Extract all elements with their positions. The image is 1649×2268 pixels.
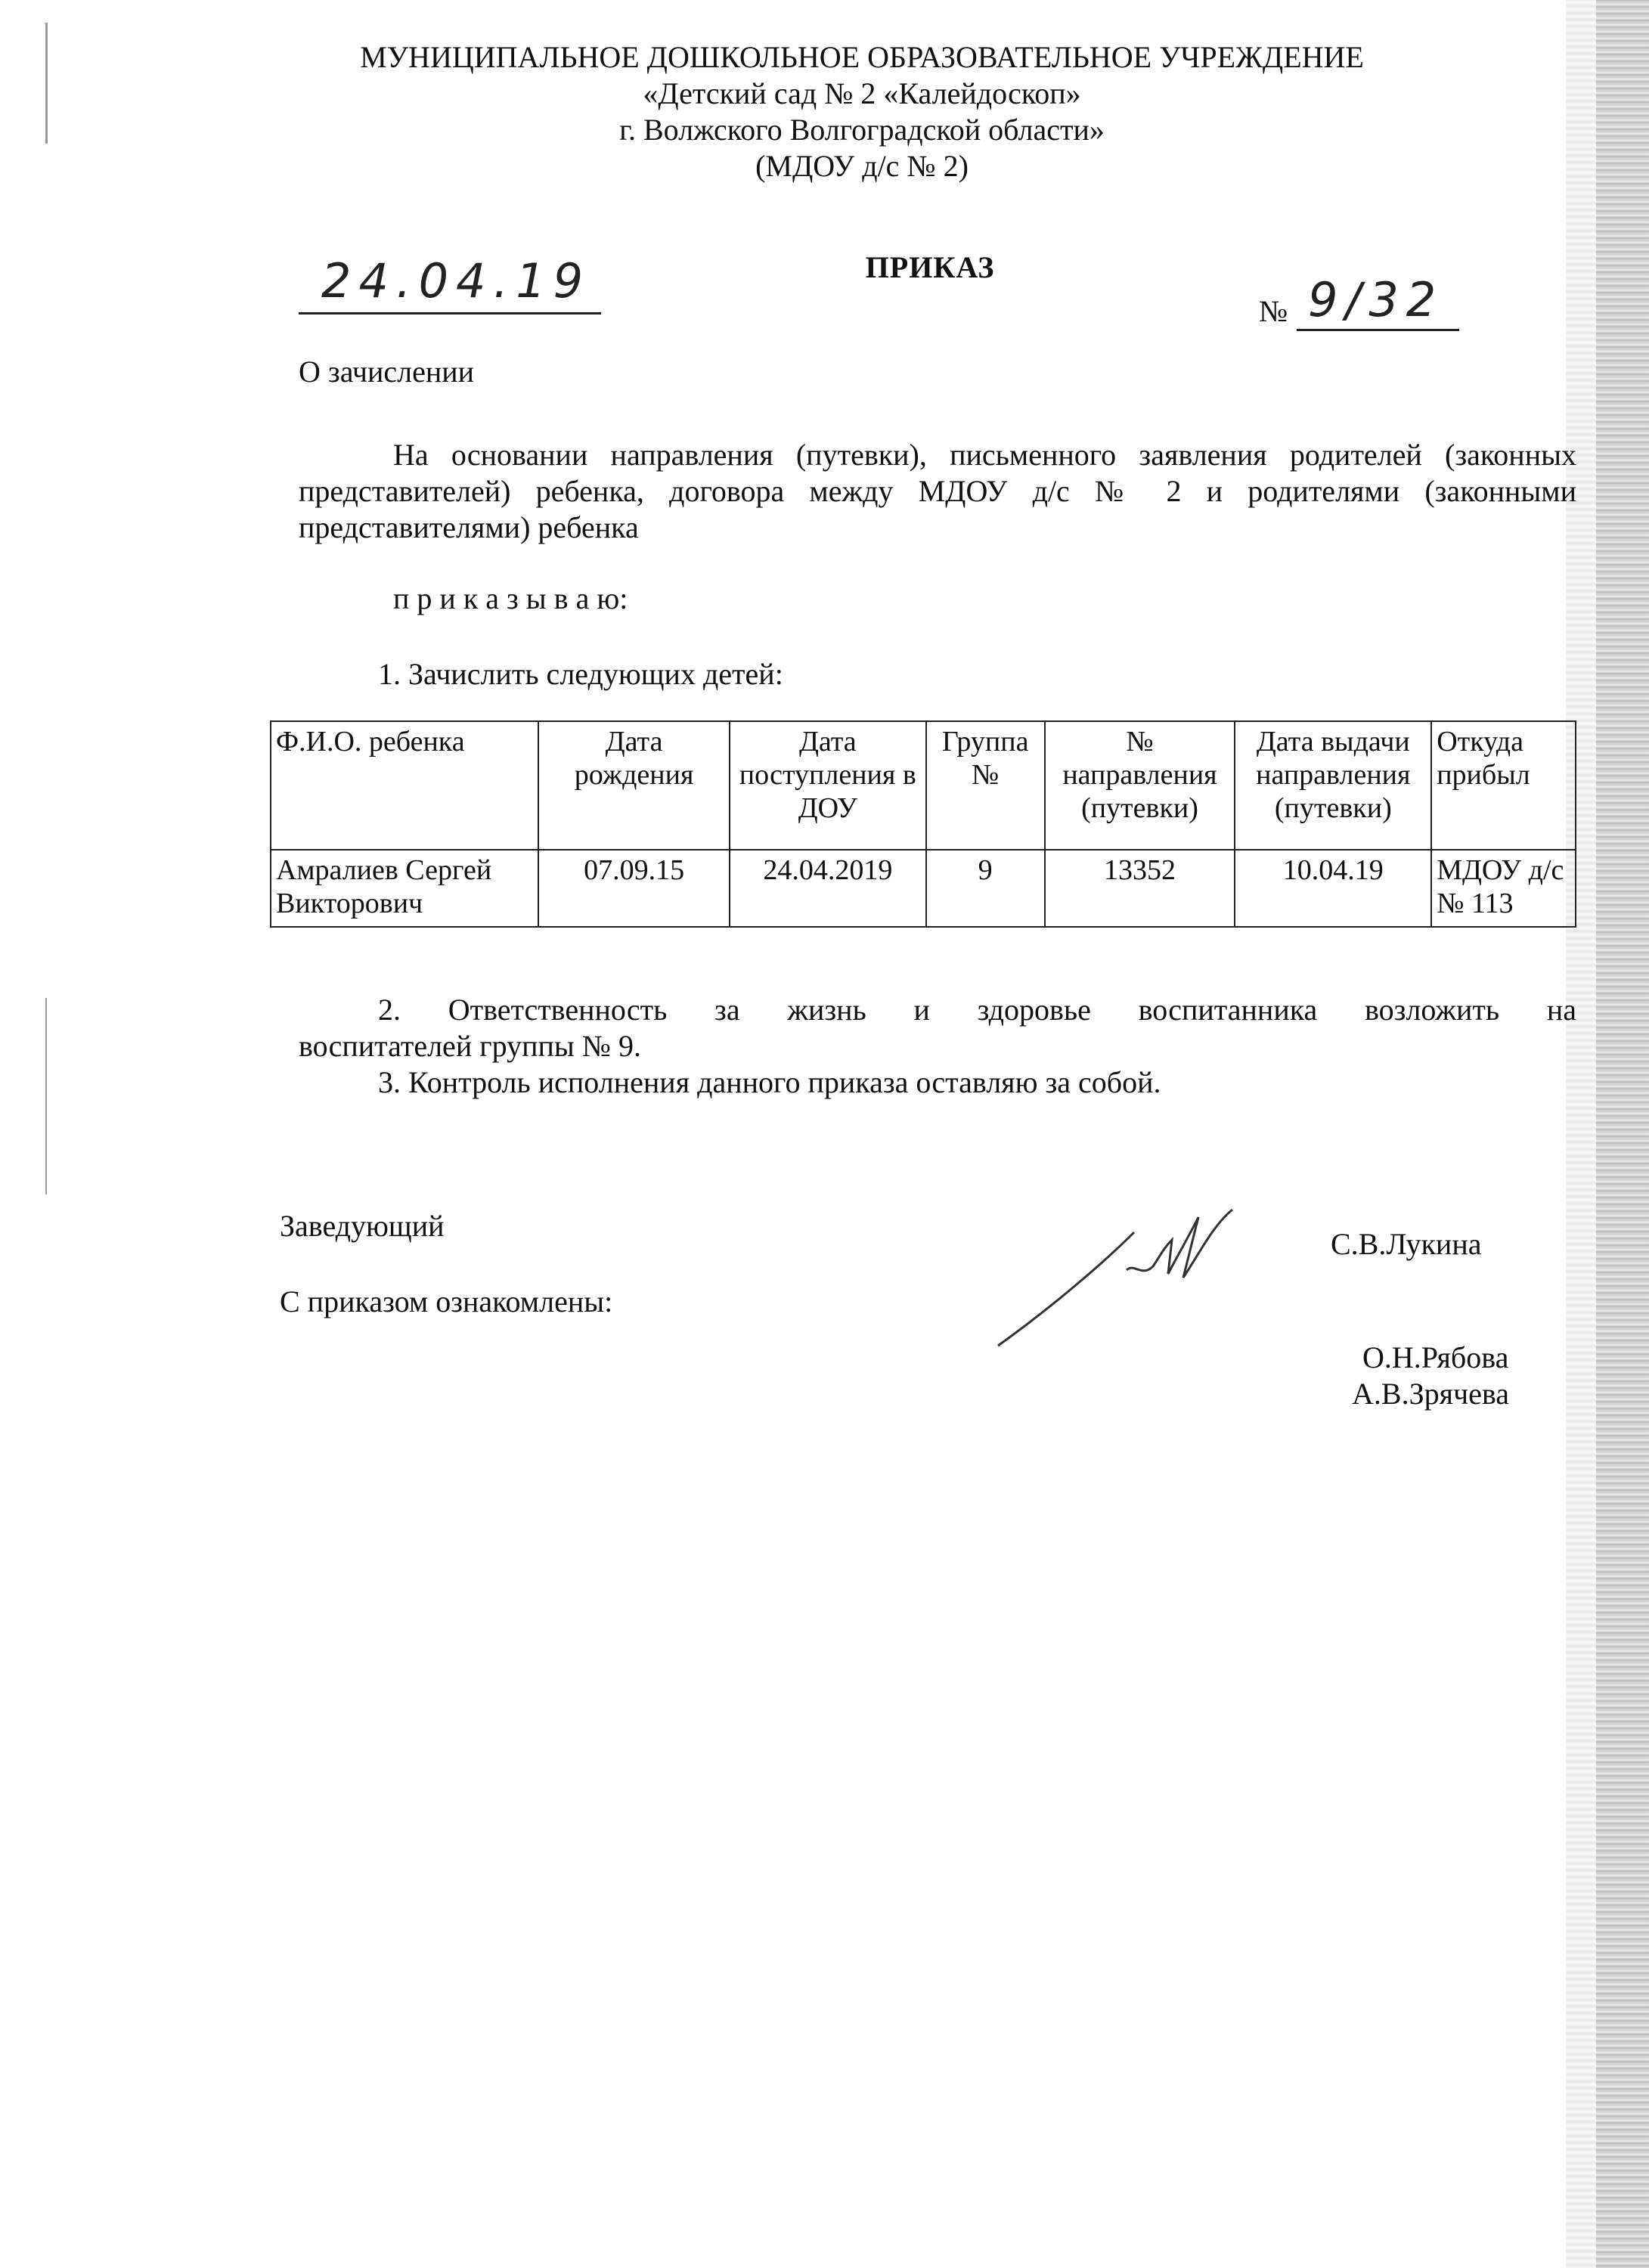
number-underline [1297, 329, 1459, 331]
head-title: Заведующий [280, 1209, 445, 1243]
order-number: 9/32 [1308, 272, 1444, 327]
scan-shadow [1566, 0, 1596, 2268]
acquainted-label: С приказом ознакомлены: [280, 1284, 613, 1318]
order-subject: О зачислении [299, 355, 475, 389]
item-2: 2. Ответственность за жизнь и здоровье воспитанника возложить на [378, 993, 1576, 1027]
table-header-row [271, 721, 1576, 850]
scan-edge [1596, 0, 1649, 2268]
enrollment-table [270, 720, 1576, 928]
birth-date: 07.09.15 [538, 850, 730, 927]
item-3: 3. Контроль исполнения данного приказа оставляю за собой. [378, 1065, 1161, 1099]
column-header: Откуда прибыл [1431, 721, 1576, 850]
child-name: Амралиев Сергей Викторович [271, 850, 538, 927]
date-underline [299, 312, 601, 314]
basis-paragraph: На основании направления (путевки), письменного заявления родителей (законных представителей) ребенка, договора между МДОУ д/с № 2 и родителями (законными представителями) ребенка [299, 438, 1576, 544]
acquainted-name: О.Н.Рябова [1362, 1340, 1509, 1374]
column-header: Дата рождения [538, 721, 730, 850]
acquainted-name: А.В.Зрячева [1352, 1377, 1509, 1411]
column-header: Ф.И.О. ребенка [271, 721, 538, 850]
table-row [271, 850, 1576, 927]
origin: МДОУ д/с № 113 [1431, 850, 1576, 927]
column-header: Дата поступления в ДОУ [730, 721, 926, 850]
handwritten-signature [983, 1194, 1255, 1361]
institution-city: г. Волжского Волгоградской области» [619, 113, 1105, 147]
group-number: 9 [926, 850, 1045, 927]
order-statement: п р и к а з ы в а ю: [393, 581, 628, 615]
item-1: 1. Зачислить следующих детей: [378, 657, 783, 691]
institution-subtitle: «Детский сад № 2 «Калейдоскоп» [643, 76, 1081, 110]
referral-date: 10.04.19 [1235, 850, 1431, 927]
institution-name: МУНИЦИПАЛЬНОЕ ДОШКОЛЬНОЕ ОБРАЗОВАТЕЛЬНОЕ УЧРЕЖДЕНИЕ [360, 40, 1364, 74]
order-number-label: № [1259, 294, 1288, 328]
scan-mark [45, 23, 48, 144]
item-2-continued: воспитателей группы № 9. [299, 1029, 641, 1063]
admission-date: 24.04.2019 [730, 850, 926, 927]
head-name: С.В.Лукина [1331, 1227, 1482, 1261]
referral-number: 13352 [1045, 850, 1235, 927]
scan-mark [45, 998, 47, 1194]
column-header: № направления (путевки) [1045, 721, 1235, 850]
order-date: 24.04.19 [321, 253, 591, 308]
column-header: Дата выдачи направления (путевки) [1235, 721, 1431, 850]
institution-abbreviation: (МДОУ д/с № 2) [755, 149, 969, 183]
document-title: ПРИКАЗ [865, 250, 995, 284]
column-header: Группа № [926, 721, 1045, 850]
